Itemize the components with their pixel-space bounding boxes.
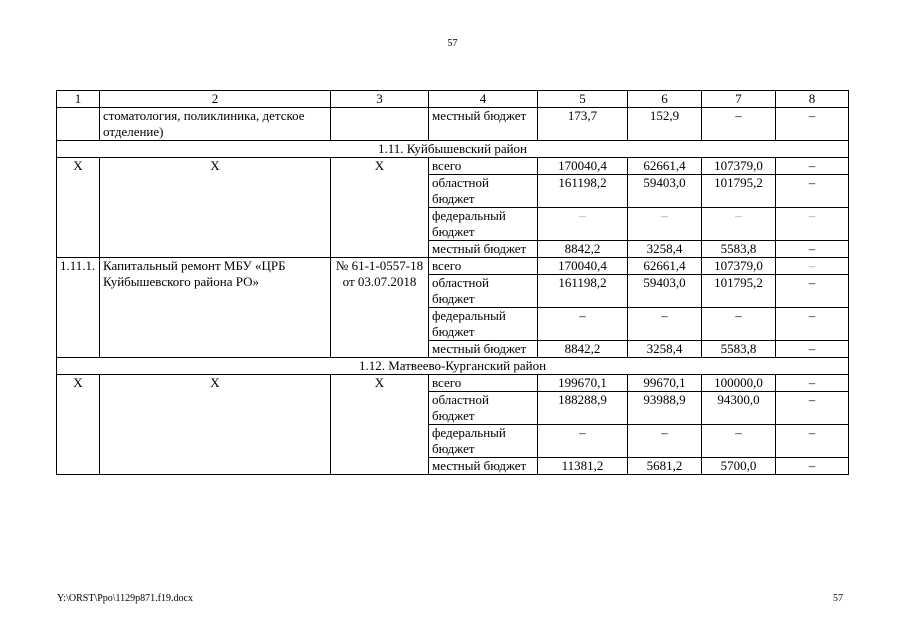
cell-fund: местный бюджет bbox=[429, 458, 538, 475]
cell-value-8: – bbox=[776, 458, 849, 475]
cell-fund: всего bbox=[429, 158, 538, 175]
header-col-2: 2 bbox=[100, 91, 331, 108]
cell-value-5: – bbox=[538, 425, 628, 458]
header-col-4: 4 bbox=[429, 91, 538, 108]
header-col-1: 1 bbox=[57, 91, 100, 108]
page-number-top: 57 bbox=[447, 38, 458, 49]
cell-value-8: – bbox=[776, 108, 849, 141]
cell-value-6: 59403,0 bbox=[628, 175, 702, 208]
cell-value-8: – bbox=[776, 308, 849, 341]
cell-value-6: 59403,0 bbox=[628, 275, 702, 308]
cell-doc bbox=[331, 108, 429, 141]
cell-value-7: 94300,0 bbox=[702, 392, 776, 425]
section-title: 1.12. Матвеево-Курганский район bbox=[57, 358, 849, 375]
cell-fund: областной бюджет bbox=[429, 175, 538, 208]
cell-value-6: 99670,1 bbox=[628, 375, 702, 392]
cell-value-8: – bbox=[776, 258, 849, 275]
cell-fund: местный бюджет bbox=[429, 108, 538, 141]
cell-value-6: – bbox=[628, 425, 702, 458]
cell-fund: областной бюджет bbox=[429, 275, 538, 308]
cell-value-7: 107379,0 bbox=[702, 158, 776, 175]
cell-value-8: – bbox=[776, 241, 849, 258]
cell-doc: № 61-1-0557-18 от 03.07.2018 bbox=[331, 258, 429, 358]
cell-value-5: 8842,2 bbox=[538, 241, 628, 258]
cell-value-8: – bbox=[776, 425, 849, 458]
cell-name: Х bbox=[100, 158, 331, 258]
cell-value-6: 93988,9 bbox=[628, 392, 702, 425]
footer-page-number: 57 bbox=[833, 593, 843, 604]
table-row bbox=[57, 258, 849, 275]
cell-value-8: – bbox=[776, 392, 849, 425]
cell-value-7: – bbox=[702, 208, 776, 241]
cell-num: Х bbox=[57, 375, 100, 475]
cell-value-6: 62661,4 bbox=[628, 158, 702, 175]
cell-value-8: – bbox=[776, 175, 849, 208]
cell-value-6: 3258,4 bbox=[628, 341, 702, 358]
cell-value-8: – bbox=[776, 275, 849, 308]
cell-doc: Х bbox=[331, 158, 429, 258]
cell-value-6: 62661,4 bbox=[628, 258, 702, 275]
cell-value-5: 161198,2 bbox=[538, 275, 628, 308]
cell-fund: федеральный бюджет bbox=[429, 308, 538, 341]
cell-value-5: 170040,4 bbox=[538, 258, 628, 275]
cell-value-6: – bbox=[628, 208, 702, 241]
cell-value-7: – bbox=[702, 425, 776, 458]
cell-value-7: 5700,0 bbox=[702, 458, 776, 475]
cell-fund: федеральный бюджет bbox=[429, 208, 538, 241]
section-row bbox=[57, 141, 849, 158]
cell-value-7: 5583,8 bbox=[702, 241, 776, 258]
cell-value-5: 173,7 bbox=[538, 108, 628, 141]
cell-value-8: – bbox=[776, 208, 849, 241]
cell-name: Капитальный ремонт МБУ «ЦРБ Куйбышевского района РО» bbox=[100, 258, 331, 358]
cell-value-5: 11381,2 bbox=[538, 458, 628, 475]
cell-value-5: 161198,2 bbox=[538, 175, 628, 208]
cell-value-6: 3258,4 bbox=[628, 241, 702, 258]
cell-fund: федеральный бюджет bbox=[429, 425, 538, 458]
cell-doc: Х bbox=[331, 375, 429, 475]
cell-value-6: 5681,2 bbox=[628, 458, 702, 475]
cell-fund: местный бюджет bbox=[429, 341, 538, 358]
cell-value-8: – bbox=[776, 158, 849, 175]
cell-value-7: 101795,2 bbox=[702, 275, 776, 308]
header-col-7: 7 bbox=[702, 91, 776, 108]
header-col-5: 5 bbox=[538, 91, 628, 108]
cell-name: стоматология, поликлиника, детское отделение) bbox=[100, 108, 331, 141]
cell-num: Х bbox=[57, 158, 100, 258]
budget-table bbox=[56, 90, 849, 475]
cell-value-5: – bbox=[538, 308, 628, 341]
cell-fund: областной бюджет bbox=[429, 392, 538, 425]
section-row bbox=[57, 358, 849, 375]
section-title: 1.11. Куйбышевский район bbox=[57, 141, 849, 158]
header-col-6: 6 bbox=[628, 91, 702, 108]
cell-value-7: 100000,0 bbox=[702, 375, 776, 392]
cell-value-5: 170040,4 bbox=[538, 158, 628, 175]
cell-name: Х bbox=[100, 375, 331, 475]
cell-value-5: 8842,2 bbox=[538, 341, 628, 358]
cell-value-5: 199670,1 bbox=[538, 375, 628, 392]
header-row bbox=[57, 91, 849, 108]
cell-value-8: – bbox=[776, 341, 849, 358]
cell-num: 1.11.1. bbox=[57, 258, 100, 358]
cell-value-7: – bbox=[702, 308, 776, 341]
footer-file-path: Y:\ORST\Ppo\1129p871.f19.docx bbox=[57, 593, 193, 604]
table-row bbox=[57, 108, 849, 141]
table-row bbox=[57, 158, 849, 175]
cell-value-6: – bbox=[628, 308, 702, 341]
header-col-3: 3 bbox=[331, 91, 429, 108]
cell-value-5: – bbox=[538, 208, 628, 241]
cell-value-5: 188288,9 bbox=[538, 392, 628, 425]
cell-fund: всего bbox=[429, 375, 538, 392]
cell-value-7: 5583,8 bbox=[702, 341, 776, 358]
cell-value-7: – bbox=[702, 108, 776, 141]
cell-fund: местный бюджет bbox=[429, 241, 538, 258]
cell-value-7: 107379,0 bbox=[702, 258, 776, 275]
table-row bbox=[57, 375, 849, 392]
cell-num bbox=[57, 108, 100, 141]
cell-value-6: 152,9 bbox=[628, 108, 702, 141]
header-col-8: 8 bbox=[776, 91, 849, 108]
cell-value-8: – bbox=[776, 375, 849, 392]
cell-value-7: 101795,2 bbox=[702, 175, 776, 208]
cell-fund: всего bbox=[429, 258, 538, 275]
